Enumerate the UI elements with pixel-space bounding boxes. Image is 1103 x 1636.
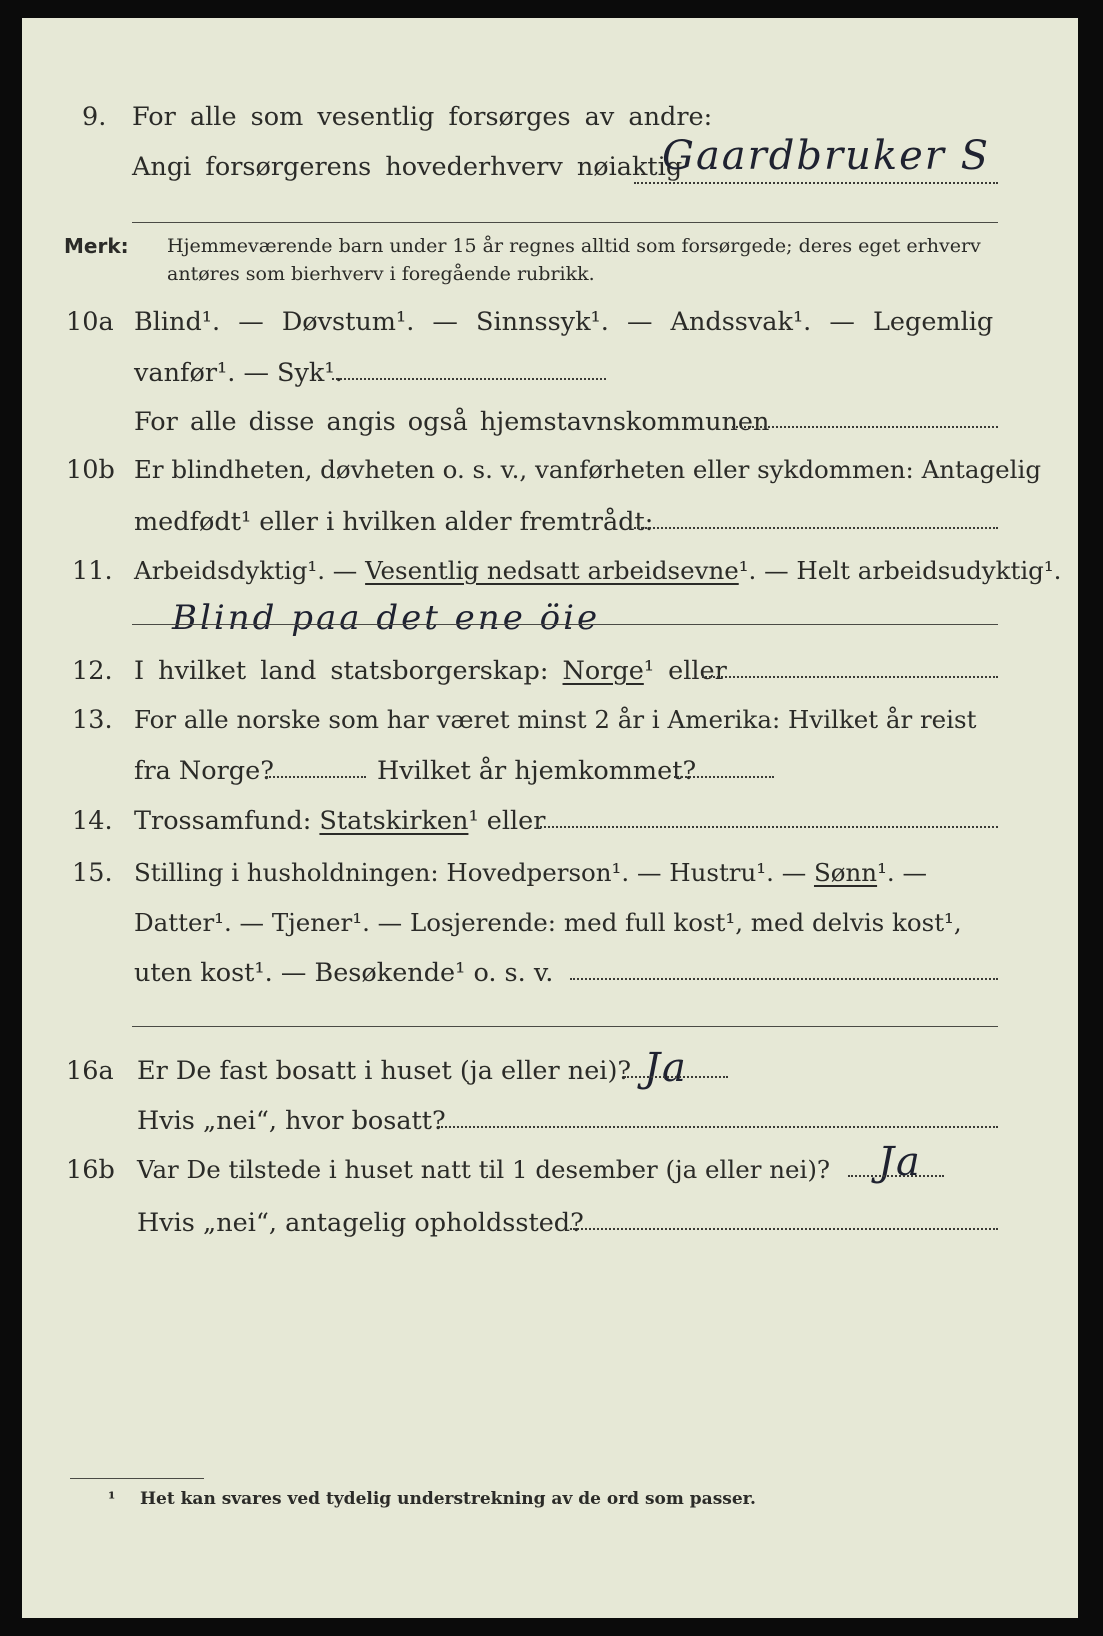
item-16a-line-1: Er De fast bosatt i huset (ja eller nei)?: [137, 1056, 632, 1086]
item-number-12: 12.: [72, 656, 113, 686]
item-13-line-2b: Hvilket år hjemkommet?: [377, 756, 697, 786]
answer-line-16b: [848, 1175, 944, 1177]
item-12-line-1: I hvilket land statsborgerskap: Norge¹ eller: [134, 656, 727, 686]
item-13-line-2a: fra Norge?: [134, 756, 274, 786]
footnote-rule: [70, 1478, 204, 1479]
item-15-line-2: Datter¹. — Tjener¹. — Losjerende: med full kost¹, med delvis kost¹,: [134, 908, 962, 937]
answer-line-10a-kommune: [732, 426, 998, 428]
item-16b-line-2: Hvis „nei“, antagelig opholdssted?: [137, 1208, 584, 1238]
answer-line-14: [540, 826, 998, 828]
handwritten-answer-16a: Ja: [644, 1045, 688, 1091]
answer-line-11: [132, 624, 998, 625]
item-number-11: 11.: [72, 556, 113, 586]
answer-line-16b-opholdssted: [570, 1228, 998, 1230]
answer-line-10b: [634, 527, 998, 529]
item-16a-line-2: Hvis „nei“, hvor bosatt?: [137, 1106, 446, 1136]
underlined-sonn: Sønn: [813, 858, 878, 887]
item-number-13: 13.: [72, 705, 113, 735]
item-13-line-1: For alle norske som har været minst 2 år i Amerika: Hvilket år reist: [134, 705, 977, 734]
item-15-line-3: uten kost¹. — Besøkende¹ o. s. v.: [134, 958, 554, 988]
item-10a-line-2: vanfør¹. — Syk¹.: [134, 358, 343, 388]
answer-line-13-hjemkommet: [674, 776, 774, 778]
merk-line-2: antøres som bierhverv i foregående rubrikk.: [167, 263, 595, 285]
answer-line-10a-syk: [332, 378, 606, 380]
answer-line-9: [634, 182, 998, 184]
answer-line-13-reist: [266, 776, 366, 778]
item-number-10b: 10b: [66, 455, 115, 485]
underlined-statskirken: Statskirken: [319, 806, 469, 836]
item-9-line-1: For alle som vesentlig forsørges av andre:: [132, 102, 713, 132]
footnote-text: Het kan svares ved tydelig understrekning av de ord som passer.: [140, 1489, 756, 1509]
answer-line-15: [570, 978, 998, 980]
item-10b-line-2: medfødt¹ eller i hvilken alder fremtrådt:: [134, 507, 654, 537]
answer-line-12: [702, 676, 998, 678]
handwritten-answer-11: Blind paa det ene öie: [172, 598, 601, 638]
item-15-line-1: Stilling i husholdningen: Hovedperson¹. — Hustru¹. — Sønn¹. —: [134, 858, 927, 887]
item-10a-line-1: Blind¹. — Døvstum¹. — Sinnssyk¹. — Andssvak¹. — Legemlig: [134, 307, 994, 337]
footnote-mark: ¹: [108, 1489, 116, 1509]
item-10b-line-1: Er blindheten, døvheten o. s. v., vanførheten eller sykdommen: Antagelig: [134, 455, 1042, 484]
answer-line-15-extra: [132, 1026, 998, 1027]
handwritten-answer-16b: Ja: [878, 1139, 922, 1185]
item-14-line-1: Trossamfund: Statskirken¹ eller: [134, 806, 546, 836]
merk-label: Merk:: [64, 234, 129, 258]
underlined-norge: Norge: [562, 656, 644, 686]
underlined-vesentlig-nedsatt: Vesentlig nedsatt arbeidsevne: [365, 556, 739, 585]
item-number-16a: 16a: [66, 1056, 114, 1086]
item-number-14: 14.: [72, 806, 113, 836]
handwritten-answer-9: Gaardbruker S: [662, 133, 991, 179]
merk-line-1: Hjemmeværende barn under 15 år regnes alltid som forsørgede; deres eget erhverv: [167, 235, 981, 257]
item-number-15: 15.: [72, 858, 113, 888]
item-16b-line-1: Var De tilstede i huset natt til 1 desember (ja eller nei)?: [137, 1155, 831, 1184]
item-10a-line-3: For alle disse angis også hjemstavnskommunen: [134, 407, 770, 437]
item-11-line-1: Arbeidsdyktig¹. — Vesentlig nedsatt arbeidsevne¹. — Helt arbeidsudyktig¹.: [134, 556, 1062, 585]
item-9-line-2: Angi forsørgerens hovederhverv nøiaktig: [132, 152, 683, 182]
answer-line-16a: [624, 1076, 728, 1078]
item-number-9: 9.: [82, 102, 107, 132]
answer-line-16a-bosatt: [438, 1126, 998, 1128]
item-number-10a: 10a: [66, 307, 114, 337]
census-form-page: [22, 18, 1078, 1618]
item-number-16b: 16b: [66, 1155, 115, 1185]
divider-line: [132, 222, 998, 223]
